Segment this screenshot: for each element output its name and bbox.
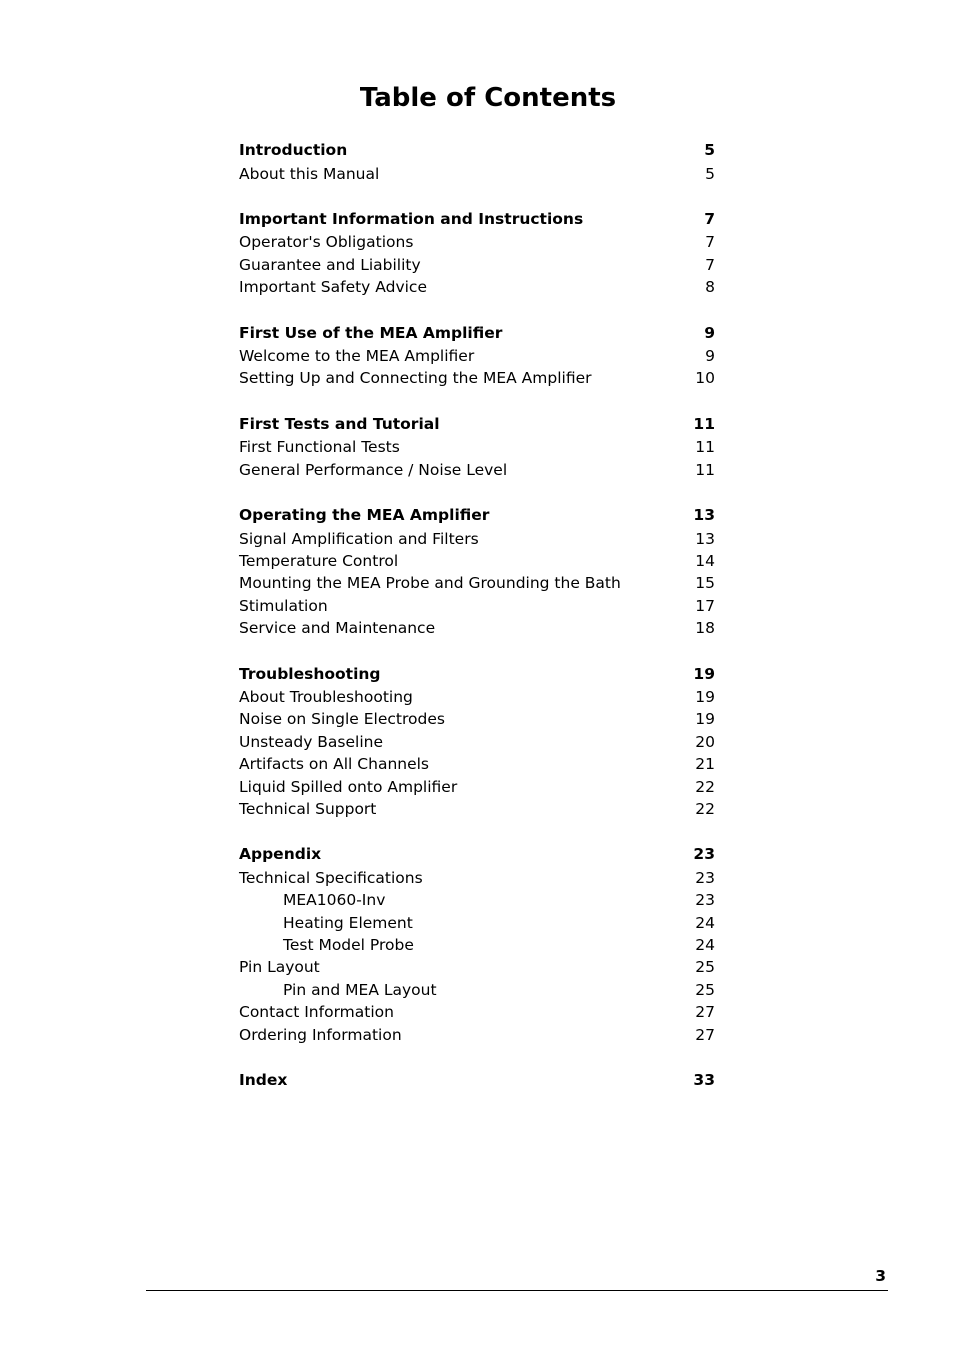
- toc-entry-page: 23: [695, 868, 715, 887]
- toc-entry-label: Service and Maintenance: [239, 619, 436, 638]
- toc-entry-page: 24: [695, 936, 715, 955]
- toc-section: [239, 663, 715, 821]
- toc-entry-label: Welcome to the MEA Amplifier: [239, 347, 475, 366]
- toc-entry-page: 15: [695, 574, 715, 593]
- toc-heading-page: 5: [704, 141, 715, 159]
- toc-heading[interactable]: [239, 322, 715, 346]
- toc-entry[interactable]: [239, 1001, 715, 1023]
- toc-entry-page: 7: [705, 255, 715, 274]
- toc-entry-label: MEA1060-Inv: [283, 891, 386, 910]
- toc-entry-page: 14: [695, 552, 715, 571]
- toc-entry-label: Stimulation: [239, 596, 328, 615]
- toc-entry-label: Liquid Spilled onto Amplifier: [239, 777, 458, 796]
- toc-entry-label: About this Manual: [239, 164, 380, 183]
- toc-entry-page: 25: [695, 980, 715, 999]
- toc-heading-page: 9: [704, 323, 715, 342]
- toc-entry-page: 9: [705, 347, 715, 366]
- toc-entry[interactable]: [239, 595, 715, 617]
- toc-entry-label: Pin Layout: [239, 958, 320, 977]
- toc-heading-label: First Tests and Tutorial: [239, 414, 440, 433]
- toc-entry-label: Guarantee and Liability: [239, 255, 421, 274]
- table-of-contents: [239, 139, 715, 1116]
- toc-heading-page: 7: [704, 209, 715, 228]
- toc-section: [239, 139, 715, 185]
- toc-section: [239, 504, 715, 639]
- toc-heading[interactable]: [239, 663, 715, 687]
- toc-section: [239, 413, 715, 481]
- toc-entry-label: Artifacts on All Channels: [239, 755, 430, 774]
- toc-entry[interactable]: [239, 956, 715, 978]
- toc-entry-label: Technical Support: [239, 800, 377, 819]
- toc-entry[interactable]: [239, 731, 715, 753]
- toc-heading-label: Appendix: [239, 845, 322, 864]
- toc-entry[interactable]: [239, 231, 715, 253]
- toc-heading-page: 11: [693, 414, 715, 433]
- toc-heading-label: Operating the MEA Amplifier: [239, 506, 490, 525]
- toc-entry-page: 19: [695, 710, 715, 729]
- toc-entry-label: Operator's Obligations: [239, 233, 414, 252]
- toc-entry-page: 5: [705, 164, 715, 183]
- toc-heading[interactable]: [239, 413, 715, 437]
- toc-entry-label: Mounting the MEA Probe and Grounding the Bath: [239, 574, 621, 593]
- toc-entry-label: Technical Specifications: [239, 868, 423, 887]
- toc-entry-label: General Performance / Noise Level: [239, 460, 508, 479]
- toc-subentry[interactable]: [239, 934, 715, 956]
- toc-entry-label: Temperature Control: [239, 552, 399, 571]
- toc-entry-label: Unsteady Baseline: [239, 732, 384, 751]
- toc-entry[interactable]: [239, 276, 715, 298]
- toc-entry-page: 11: [695, 438, 715, 457]
- toc-entry-page: 13: [695, 529, 715, 548]
- toc-heading-page: 19: [693, 664, 715, 683]
- toc-heading-label: Important Information and Instructions: [239, 209, 584, 228]
- toc-entry[interactable]: [239, 367, 715, 389]
- toc-entry-page: 8: [705, 278, 715, 297]
- toc-entry-page: 22: [695, 777, 715, 796]
- toc-entry-page: 18: [695, 619, 715, 638]
- toc-heading-label: First Use of the MEA Amplifier: [239, 323, 503, 342]
- toc-entry[interactable]: [239, 753, 715, 775]
- toc-subentry[interactable]: [239, 979, 715, 1001]
- toc-entry-label: Test Model Probe: [283, 936, 414, 955]
- toc-entry-page: 25: [695, 958, 715, 977]
- toc-entry-label: Ordering Information: [239, 1025, 402, 1044]
- page-title: Table of Contents: [359, 83, 617, 113]
- toc-heading-page: 33: [693, 1071, 715, 1090]
- toc-heading[interactable]: [239, 208, 715, 232]
- toc-entry[interactable]: [239, 528, 715, 550]
- toc-entry-label: Noise on Single Electrodes: [239, 710, 445, 729]
- toc-entry-page: 10: [695, 369, 715, 388]
- toc-entry-label: Setting Up and Connecting the MEA Amplifier: [239, 369, 592, 388]
- toc-entry-label: Important Safety Advice: [239, 278, 427, 297]
- toc-heading-page: 13: [693, 506, 715, 525]
- toc-entry-label: Heating Element: [283, 913, 413, 932]
- toc-subentry[interactable]: [239, 912, 715, 934]
- toc-entry-page: 22: [695, 800, 715, 819]
- toc-section: [239, 1069, 715, 1093]
- toc-entry[interactable]: [239, 708, 715, 730]
- toc-entry[interactable]: [239, 436, 715, 458]
- toc-entry-page: 17: [695, 596, 715, 615]
- toc-entry[interactable]: [239, 686, 715, 708]
- footer-page-number: 3: [875, 1267, 886, 1285]
- toc-heading[interactable]: [239, 843, 715, 867]
- toc-entry-label: About Troubleshooting: [239, 688, 413, 707]
- toc-entry-page: 20: [695, 732, 715, 751]
- toc-heading-label: Troubleshooting: [239, 664, 381, 683]
- toc-entry-page: 21: [695, 755, 715, 774]
- toc-entry-page: 7: [705, 233, 715, 252]
- toc-entry[interactable]: [239, 572, 715, 594]
- toc-entry[interactable]: [239, 617, 715, 639]
- toc-entry-page: 11: [695, 460, 715, 479]
- toc-entry-page: 19: [695, 688, 715, 707]
- toc-entry[interactable]: [239, 254, 715, 276]
- toc-entry[interactable]: [239, 1024, 715, 1046]
- toc-entry[interactable]: [239, 867, 715, 889]
- toc-heading-label: Introduction: [239, 141, 348, 159]
- toc-section: [239, 843, 715, 1046]
- toc-entry-label: Contact Information: [239, 1003, 394, 1022]
- toc-subentry[interactable]: [239, 889, 715, 911]
- toc-entry-label: Signal Amplification and Filters: [239, 529, 479, 548]
- toc-heading-label: Index: [239, 1071, 288, 1090]
- toc-entry-page: 27: [695, 1025, 715, 1044]
- toc-entry-label: Pin and MEA Layout: [283, 980, 437, 999]
- toc-heading[interactable]: [239, 1069, 715, 1093]
- toc-heading[interactable]: [239, 139, 715, 163]
- toc-entry[interactable]: [239, 163, 715, 185]
- toc-entry[interactable]: [239, 798, 715, 820]
- toc-entry[interactable]: [239, 550, 715, 572]
- toc-entry-page: 27: [695, 1003, 715, 1022]
- toc-section: [239, 322, 715, 390]
- toc-entry-page: 23: [695, 891, 715, 910]
- toc-entry-label: First Functional Tests: [239, 438, 400, 457]
- footer-rule: [146, 1290, 888, 1291]
- toc-entry[interactable]: [239, 345, 715, 367]
- toc-heading[interactable]: [239, 504, 715, 528]
- toc-entry[interactable]: [239, 776, 715, 798]
- toc-entry[interactable]: [239, 459, 715, 481]
- toc-heading-page: 23: [693, 845, 715, 864]
- toc-entry-page: 24: [695, 913, 715, 932]
- toc-section: [239, 208, 715, 299]
